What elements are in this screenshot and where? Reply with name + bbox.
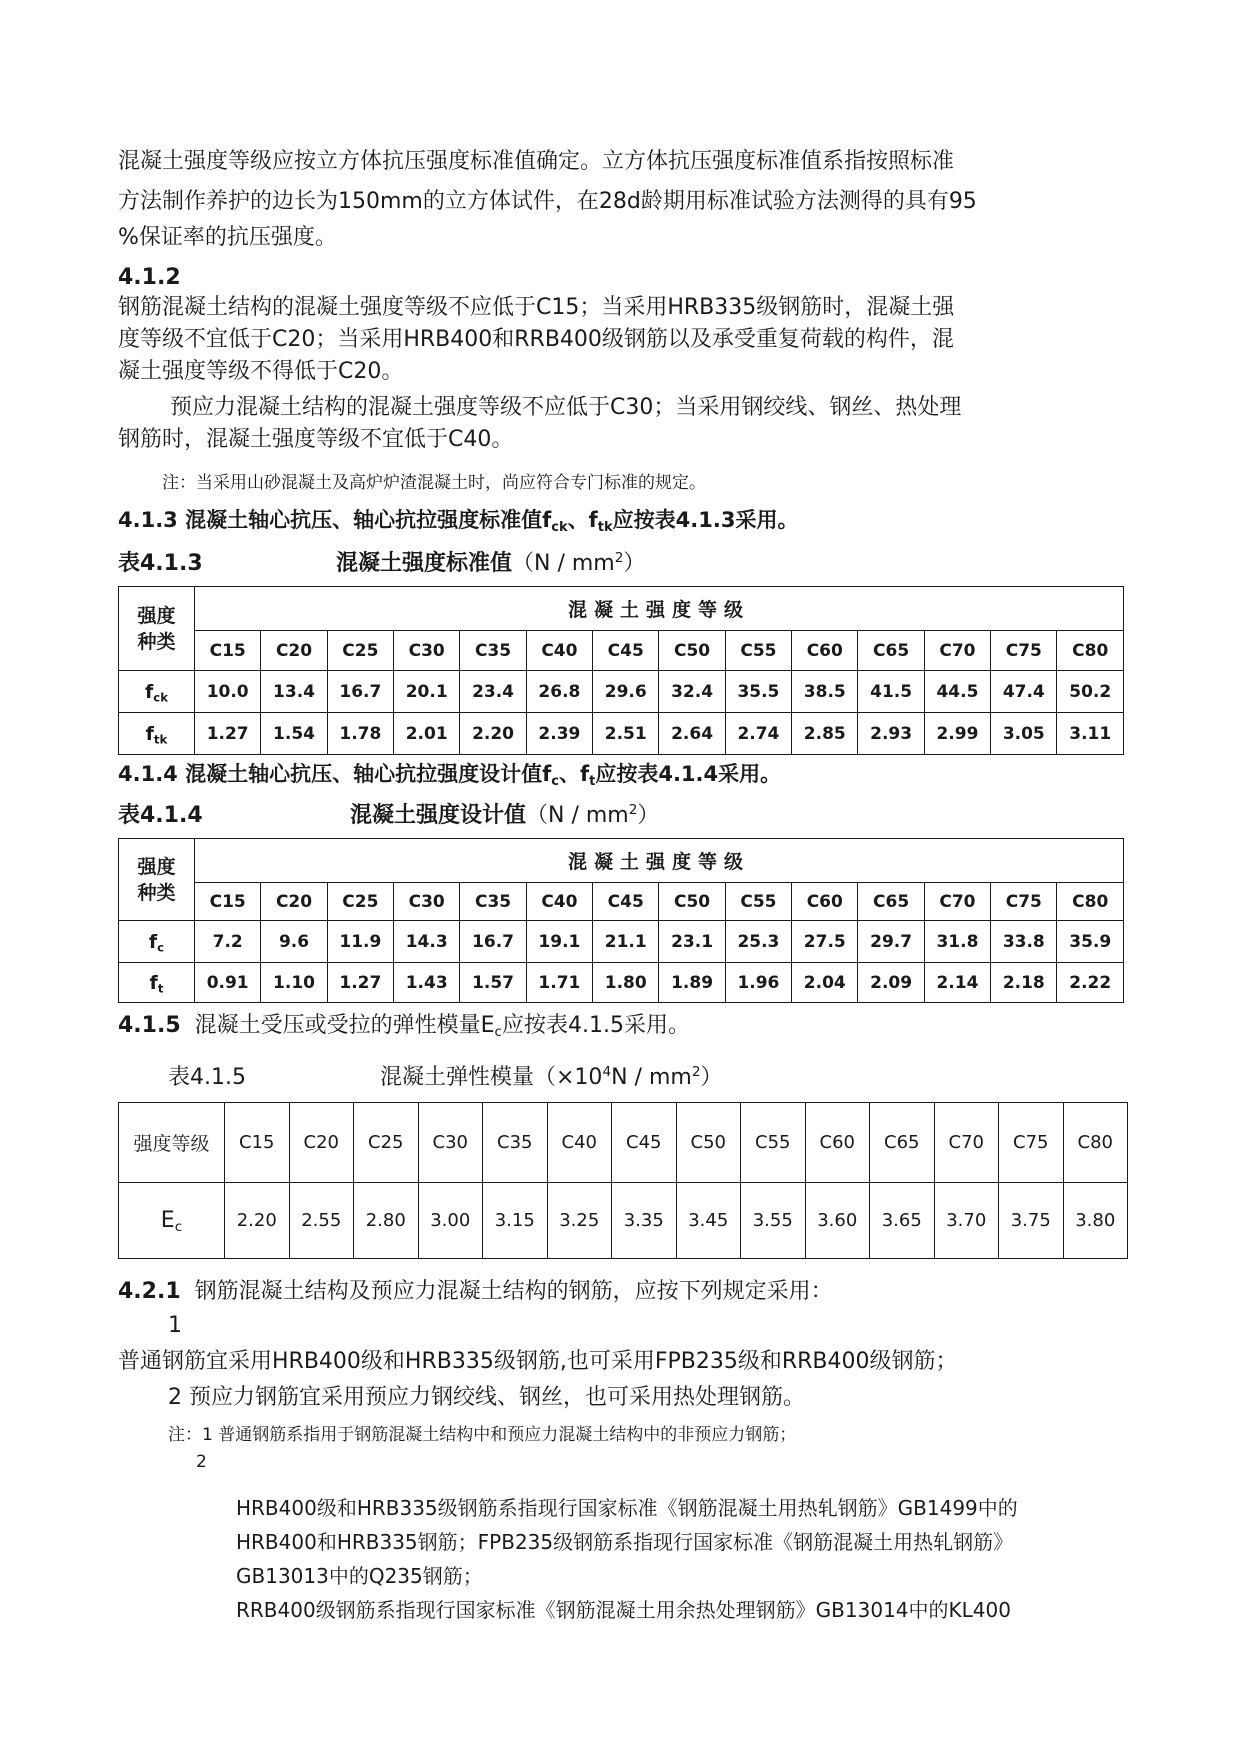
section-4-2-1-heading: 4.2.1 钢筋混凝土结构及预应力混凝土结构的钢筋，应按下列规定采用： bbox=[118, 1279, 833, 1304]
section-4-1-3-heading: 4.1.3 混凝土轴心抗压、轴心抗拉强度标准值$f_{ck}$、$f_{tk}$应按表4.1.3采用。 bbox=[118, 508, 799, 535]
cell: 29.7 bbox=[858, 921, 924, 963]
s412-line-3: 凝土强度等级不得低于C20。 bbox=[118, 359, 404, 384]
cell: 2.22 bbox=[1057, 963, 1124, 1003]
s412-line-1: 钢筋混凝土结构的混凝土强度等级不应低于C15；当采用HRB335级钢筋时，混凝土强 bbox=[118, 295, 955, 320]
row-label-fck: $f_{ck}$ bbox=[119, 671, 195, 713]
cell: 1.89 bbox=[659, 963, 725, 1003]
grade-col: C45 bbox=[593, 883, 659, 921]
strength-grade-header: 强度等级 bbox=[119, 1103, 225, 1183]
row-label-ft: $f_t$ bbox=[119, 963, 195, 1003]
grade-col: C50 bbox=[676, 1103, 741, 1183]
cell: 1.80 bbox=[593, 963, 659, 1003]
note-2-line-1: HRB400级和HRB335级钢筋系指现行国家标准《钢筋混凝土用热轧钢筋》GB1499中的 bbox=[236, 1496, 1018, 1520]
grade-col: C35 bbox=[460, 631, 526, 671]
grade-col: C40 bbox=[547, 1103, 612, 1183]
grade-col: C15 bbox=[195, 883, 261, 921]
grade-col: C50 bbox=[659, 883, 725, 921]
grade-col: C20 bbox=[261, 631, 327, 671]
grade-col: C60 bbox=[792, 631, 858, 671]
grade-col: C65 bbox=[858, 631, 924, 671]
cell: 1.78 bbox=[327, 713, 393, 755]
cell: 2.55 bbox=[289, 1183, 354, 1259]
cell: 25.3 bbox=[725, 921, 791, 963]
cell: 3.60 bbox=[805, 1183, 870, 1259]
row-label-ftk: $f_{tk}$ bbox=[119, 713, 195, 755]
cell: 1.96 bbox=[725, 963, 791, 1003]
cell: 3.65 bbox=[870, 1183, 935, 1259]
cell: 2.01 bbox=[394, 713, 460, 755]
cell: 16.7 bbox=[460, 921, 526, 963]
row-label-ec: $E_c$ bbox=[119, 1183, 225, 1259]
cell: 26.8 bbox=[526, 671, 592, 713]
table-4-1-5-title: 混凝土弹性模量$(\times 10^4N / mm^2)$ bbox=[380, 1063, 723, 1090]
item-2-text: 2 预应力钢筋宜采用预应力钢绞线、钢丝，也可采用热处理钢筋。 bbox=[168, 1385, 805, 1410]
cell: 1.71 bbox=[526, 963, 592, 1003]
s412-line-5: 钢筋时，混凝土强度等级不宜低于C40。 bbox=[118, 427, 514, 452]
cell: 2.20 bbox=[225, 1183, 290, 1259]
grade-col: C65 bbox=[870, 1103, 935, 1183]
strength-type-header: 强度 种类 bbox=[119, 839, 195, 921]
cell: 3.70 bbox=[934, 1183, 999, 1259]
cell: 10.0 bbox=[195, 671, 261, 713]
grade-col: C55 bbox=[741, 1103, 806, 1183]
cell: 2.18 bbox=[991, 963, 1057, 1003]
grade-col: C20 bbox=[261, 883, 327, 921]
grade-col: C75 bbox=[991, 883, 1057, 921]
table-4-1-5-number: 表4.1.5 bbox=[168, 1065, 246, 1090]
grade-col: C70 bbox=[924, 883, 990, 921]
grade-col: C30 bbox=[394, 883, 460, 921]
cell: 23.1 bbox=[659, 921, 725, 963]
table-4-1-3-number: 表4.1.3 bbox=[118, 551, 203, 576]
grade-col: C35 bbox=[460, 883, 526, 921]
cell: 11.9 bbox=[327, 921, 393, 963]
item-1-text: 普通钢筋宜采用HRB400级和HRB335级钢筋,也可采用FPB235级和RRB400级钢筋； bbox=[118, 1349, 958, 1374]
cell: 19.1 bbox=[526, 921, 592, 963]
cell: 2.64 bbox=[659, 713, 725, 755]
table-row bbox=[119, 921, 1124, 963]
cell: 35.5 bbox=[725, 671, 791, 713]
intro-line-1: 混凝土强度等级应按立方体抗压强度标准值确定。立方体抗压强度标准值系指按照标准 bbox=[118, 149, 955, 174]
cell: 9.6 bbox=[261, 921, 327, 963]
grade-col: C45 bbox=[612, 1103, 677, 1183]
cell: 3.80 bbox=[1063, 1183, 1128, 1259]
grade-col: C80 bbox=[1057, 631, 1124, 671]
cell: 33.8 bbox=[991, 921, 1057, 963]
cell: 3.11 bbox=[1057, 713, 1124, 755]
cell: 3.75 bbox=[999, 1183, 1064, 1259]
grade-col: C50 bbox=[659, 631, 725, 671]
cell: 35.9 bbox=[1057, 921, 1124, 963]
cell: 3.25 bbox=[547, 1183, 612, 1259]
s412-line-2: 度等级不宜低于C20；当采用HRB400和RRB400级钢筋以及承受重复荷载的构件，混 bbox=[118, 327, 954, 352]
cell: 2.04 bbox=[792, 963, 858, 1003]
table-4-1-3 bbox=[118, 586, 1124, 755]
cell: 13.4 bbox=[261, 671, 327, 713]
section-4-1-2-number: 4.1.2 bbox=[118, 265, 181, 290]
grade-col: C75 bbox=[999, 1103, 1064, 1183]
grade-col: C15 bbox=[195, 631, 261, 671]
cell: 2.09 bbox=[858, 963, 924, 1003]
grade-col: C80 bbox=[1057, 883, 1124, 921]
grade-col: C15 bbox=[225, 1103, 290, 1183]
cell: 29.6 bbox=[593, 671, 659, 713]
cell: 41.5 bbox=[858, 671, 924, 713]
cell: 31.8 bbox=[924, 921, 990, 963]
grade-col: C30 bbox=[394, 631, 460, 671]
cell: 14.3 bbox=[394, 921, 460, 963]
cell: 32.4 bbox=[659, 671, 725, 713]
grade-col: C35 bbox=[483, 1103, 548, 1183]
table-4-1-5 bbox=[118, 1102, 1128, 1259]
cell: 2.80 bbox=[354, 1183, 419, 1259]
cell: 2.85 bbox=[792, 713, 858, 755]
cell: 2.20 bbox=[460, 713, 526, 755]
table-4-1-3-title: 混凝土强度标准值$(N / mm^2)$ bbox=[336, 549, 646, 576]
cell: 3.05 bbox=[991, 713, 1057, 755]
cell: 1.54 bbox=[261, 713, 327, 755]
cell: 20.1 bbox=[394, 671, 460, 713]
s412-line-4: 预应力混凝土结构的混凝土强度等级不应低于C30；当采用钢绞线、钢丝、热处理 bbox=[170, 395, 962, 420]
row-label-fc: $f_c$ bbox=[119, 921, 195, 963]
cell: 3.55 bbox=[741, 1183, 806, 1259]
table-row bbox=[119, 1183, 1128, 1259]
table-4-1-4 bbox=[118, 838, 1124, 1003]
cell: 3.00 bbox=[418, 1183, 483, 1259]
grade-col: C60 bbox=[792, 883, 858, 921]
grade-col: C75 bbox=[991, 631, 1057, 671]
cell: 1.43 bbox=[394, 963, 460, 1003]
table-row bbox=[119, 671, 1124, 713]
note-2-line-4: RRB400级钢筋系指现行国家标准《钢筋混凝土用余热处理钢筋》GB13014中的KL400 bbox=[236, 1598, 1011, 1622]
table-4-1-4-title: 混凝土强度设计值$(N / mm^2)$ bbox=[350, 801, 660, 828]
grade-col: C55 bbox=[725, 631, 791, 671]
cell: 27.5 bbox=[792, 921, 858, 963]
cell: 47.4 bbox=[991, 671, 1057, 713]
note-1: 注：1 普通钢筋系指用于钢筋混凝土结构中和预应力混凝土结构中的非预应力钢筋； bbox=[168, 1425, 797, 1445]
cell: 44.5 bbox=[924, 671, 990, 713]
grade-col: C70 bbox=[924, 631, 990, 671]
grade-col: C25 bbox=[354, 1103, 419, 1183]
grade-col: C60 bbox=[805, 1103, 870, 1183]
table-4-1-4-number: 表4.1.4 bbox=[118, 803, 203, 828]
cell: 1.10 bbox=[261, 963, 327, 1003]
table-row bbox=[119, 713, 1124, 755]
item-1-number: 1 bbox=[168, 1313, 182, 1338]
grade-col: C30 bbox=[418, 1103, 483, 1183]
cell: 2.51 bbox=[593, 713, 659, 755]
grade-col: C45 bbox=[593, 631, 659, 671]
cell: 1.27 bbox=[327, 963, 393, 1003]
grade-col: C80 bbox=[1063, 1103, 1128, 1183]
grade-col: C55 bbox=[725, 883, 791, 921]
grade-col: C40 bbox=[526, 883, 592, 921]
cell: 16.7 bbox=[327, 671, 393, 713]
cell: 0.91 bbox=[195, 963, 261, 1003]
note-2-line-3: GB13013中的Q235钢筋； bbox=[236, 1564, 483, 1588]
strength-type-header: 强度 种类 bbox=[119, 587, 195, 671]
cell: 3.15 bbox=[483, 1183, 548, 1259]
table-row bbox=[119, 963, 1124, 1003]
cell: 2.39 bbox=[526, 713, 592, 755]
grade-col: C25 bbox=[327, 883, 393, 921]
intro-line-3: %保证率的抗压强度。 bbox=[118, 225, 337, 250]
intro-line-2: 方法制作养护的边长为150mm的立方体试件，在28d龄期用标准试验方法测得的具有95 bbox=[118, 189, 977, 214]
section-4-1-4-heading: 4.1.4 混凝土轴心抗压、轴心抗拉强度设计值$f_c$、$f_t$应按表4.1.4采用。 bbox=[118, 762, 782, 789]
cell: 2.14 bbox=[924, 963, 990, 1003]
concrete-grade-header: 混凝土强度等级 bbox=[195, 839, 1124, 883]
cell: 2.93 bbox=[858, 713, 924, 755]
cell: 23.4 bbox=[460, 671, 526, 713]
note-2-line-2: HRB400和HRB335钢筋；FPB235级钢筋系指现行国家标准《钢筋混凝土用热轧钢筋》 bbox=[236, 1530, 1014, 1554]
cell: 1.57 bbox=[460, 963, 526, 1003]
cell: 1.27 bbox=[195, 713, 261, 755]
section-4-1-5-heading: 4.1.5 混凝土受压或受拉的弹性模量$E_c$应按表4.1.5采用。 bbox=[118, 1013, 691, 1041]
grade-col: C25 bbox=[327, 631, 393, 671]
cell: 2.99 bbox=[924, 713, 990, 755]
cell: 50.2 bbox=[1057, 671, 1124, 713]
cell: 2.74 bbox=[725, 713, 791, 755]
note-2-number: 2 bbox=[196, 1452, 207, 1472]
grade-col: C70 bbox=[934, 1103, 999, 1183]
grade-col: C65 bbox=[858, 883, 924, 921]
grade-col: C40 bbox=[526, 631, 592, 671]
concrete-grade-header: 混凝土强度等级 bbox=[195, 587, 1124, 631]
grade-col: C20 bbox=[289, 1103, 354, 1183]
cell: 3.45 bbox=[676, 1183, 741, 1259]
cell: 21.1 bbox=[593, 921, 659, 963]
cell: 3.35 bbox=[612, 1183, 677, 1259]
cell: 38.5 bbox=[792, 671, 858, 713]
s412-note: 注：当采用山砂混凝土及高炉炉渣混凝土时，尚应符合专门标准的规定。 bbox=[162, 473, 706, 493]
cell: 7.2 bbox=[195, 921, 261, 963]
